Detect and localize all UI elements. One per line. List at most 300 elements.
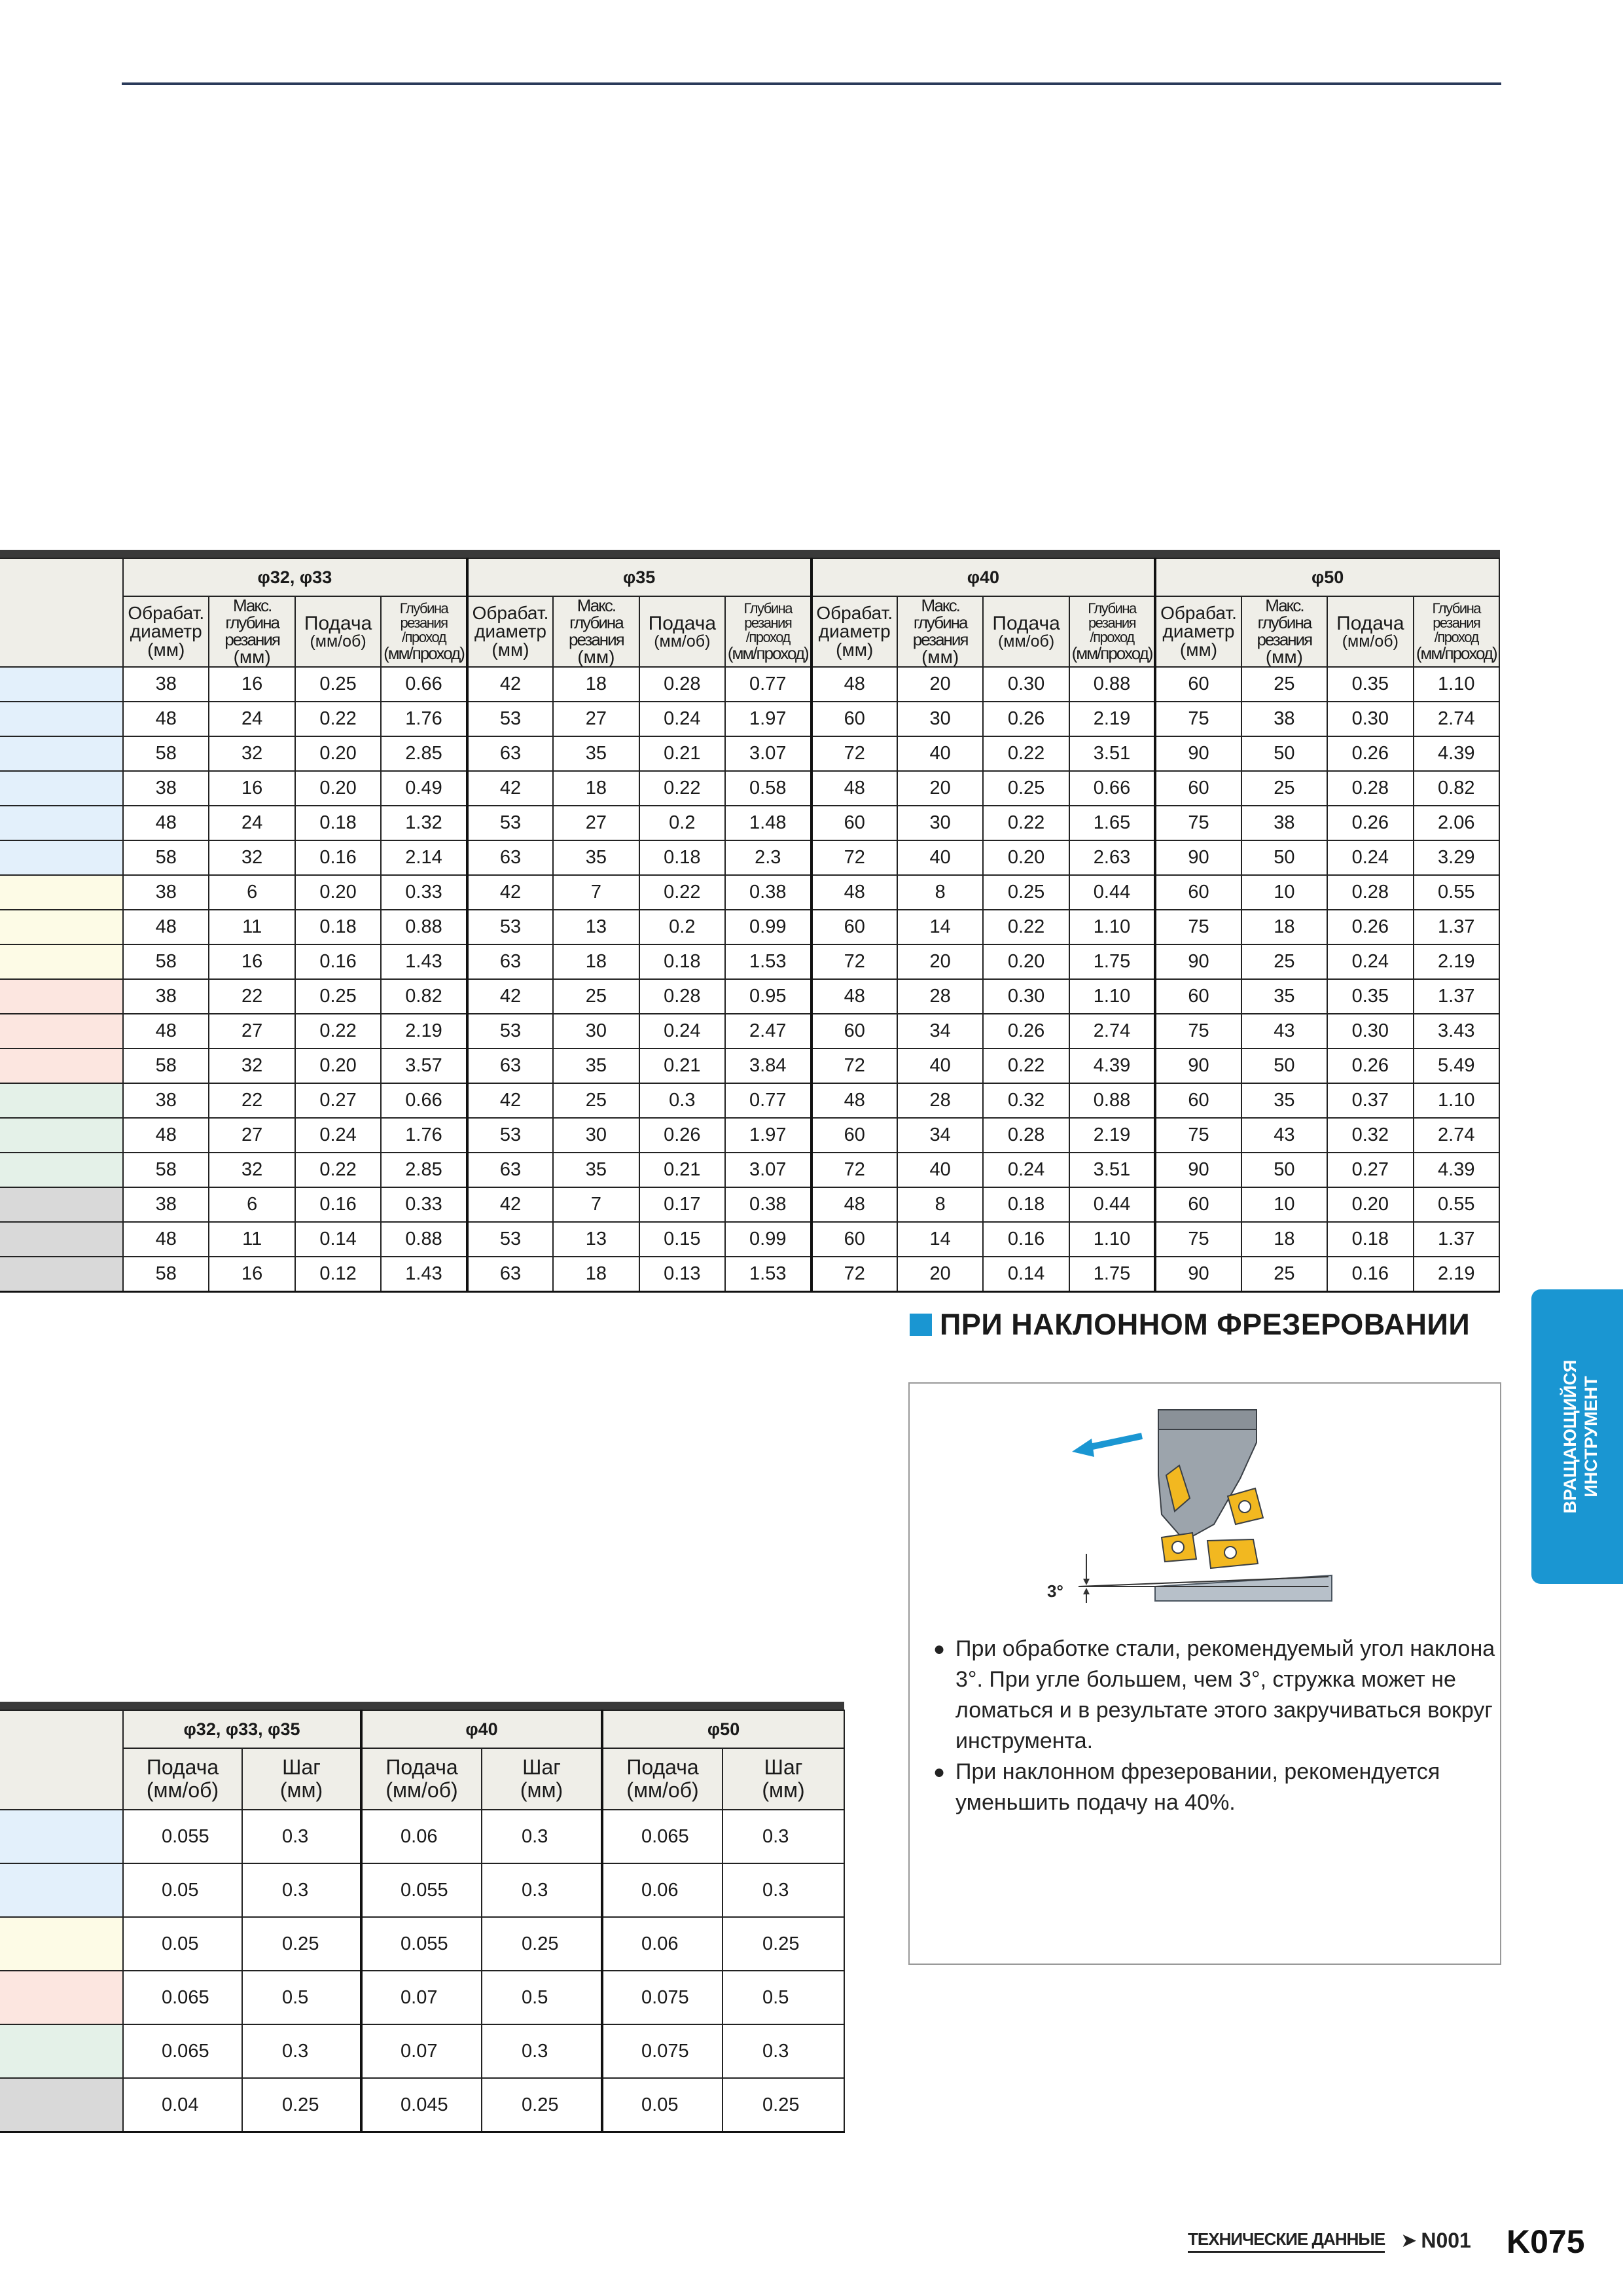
table-cell: 0.24 [1327,944,1413,979]
table-cell: 63 [467,1257,553,1292]
table-cell: 30 [553,1014,639,1049]
column-header-line: Шаг [764,1755,803,1779]
side-tab-label: ВРАЩАЮЩИЙСЯ ИНСТРУМЕНТ [1560,1359,1601,1514]
table-cell: 63 [467,1153,553,1187]
table-cell: 3.29 [1414,840,1499,875]
table-cell: 58 [123,736,209,771]
table-cell: 0.18 [983,1187,1069,1222]
page-number: K075 [1507,2223,1585,2260]
row-label-cell [0,1187,123,1222]
workpiece-shape [1155,1575,1332,1601]
table-cell: 42 [467,875,553,910]
table-cell: 0.25 [242,1917,361,1971]
ramping-title: ПРИ НАКЛОННОМ ФРЕЗЕРОВАНИИ [940,1308,1471,1341]
column-header-line: (мм) [577,647,615,667]
table-cell: 2.19 [1069,702,1155,736]
column-header-line: Глубина резания [743,600,793,631]
table-cell: 0.35 [1327,667,1413,702]
column-header-line: (мм) [762,1778,805,1802]
table-cell: 3.43 [1414,1014,1499,1049]
table-cell: 11 [209,910,294,944]
table-cell: 2.63 [1069,840,1155,875]
table-cell: 35 [553,736,639,771]
table-cell: 2.74 [1414,1118,1499,1153]
table-cell: 0.04 [123,2078,242,2132]
table-cell: 0.30 [983,979,1069,1014]
row-label-cell [0,667,123,702]
table-cell: 13 [553,1222,639,1257]
table-cell: 20 [897,771,983,806]
ramping-diagram [910,1384,1500,1632]
table-cell: 72 [812,1049,897,1083]
ramping-section-heading [910,1308,1470,1342]
table-cell: 1.10 [1414,667,1499,702]
column-header-line: Шаг [282,1755,321,1779]
table-cell: 0.99 [725,1222,811,1257]
table-cell: 53 [467,1222,553,1257]
table-cell: 0.21 [639,1049,725,1083]
column-header-line: Подача [385,1755,458,1779]
column-header [722,1748,844,1810]
column-header [361,1748,482,1810]
table-cell: 2.74 [1414,702,1499,736]
column-header [123,1748,242,1810]
table-cell: 58 [123,840,209,875]
column-header-line: Обрабат. [1160,603,1237,623]
footer-link-label[interactable]: ТЕХНИЧЕСКИЕ ДАННЫЕ [1188,2229,1385,2253]
table-cell: 48 [812,771,897,806]
table-cell: 63 [467,840,553,875]
table-cell: 0.25 [295,979,381,1014]
column-header [1414,596,1499,667]
table-cell: 38 [1241,702,1327,736]
table-cell: 6 [209,1187,294,1222]
column-header-line: (мм/об) [310,632,366,651]
table-cell: 0.07 [361,2024,482,2078]
table-cell: 22 [209,1083,294,1118]
table-row [0,1118,1499,1153]
table-cell: 1.97 [725,1118,811,1153]
table-cell: 35 [553,1049,639,1083]
table-cell: 20 [897,944,983,979]
table-cell: 43 [1241,1118,1327,1153]
table-cell: 0.3 [242,2024,361,2078]
column-header-line: (мм/об) [626,1778,699,1802]
table-cell: 27 [209,1118,294,1153]
table-cell: 38 [123,1187,209,1222]
column-header-line: Шаг [522,1755,561,1779]
table-cell: 42 [467,771,553,806]
column-header-line: резания [912,630,968,649]
column-header-line: диаметр [1162,621,1235,641]
table-cell: 72 [812,840,897,875]
tool-shank-shape [1158,1410,1257,1429]
row-label-cell [0,875,123,910]
table-cell: 0.14 [295,1222,381,1257]
column-header [1069,596,1155,667]
angle-label: 3° [1047,1581,1063,1601]
table-cell: 0.06 [361,1810,482,1863]
table-cell: 0.27 [295,1083,381,1118]
table-cell: 0.44 [1069,875,1155,910]
table-cell: 18 [553,944,639,979]
table-cell: 0.24 [983,1153,1069,1187]
column-header-line: диаметр [474,621,546,641]
row-label-cell [0,979,123,1014]
table-cell: 0.88 [1069,1083,1155,1118]
column-header-line: (мм/проход) [727,643,808,663]
table-cell: 0.075 [602,2024,722,2078]
column-header-line: резания [224,630,279,649]
table-cell: 0.25 [242,2078,361,2132]
table-cell: 1.10 [1069,979,1155,1014]
table-cell: 72 [812,1257,897,1292]
table-row [0,875,1499,910]
table-cell: 0.3 [242,1863,361,1917]
column-header-line: (мм) [491,639,529,660]
table-cell: 53 [467,1118,553,1153]
feed-arrow-icon [1072,1439,1094,1457]
column-header [725,596,811,667]
table-cell: 0.28 [1327,875,1413,910]
section-side-tab[interactable] [1531,1289,1623,1584]
table-cell: 2.19 [381,1014,467,1049]
table-cell: 75 [1155,1222,1241,1257]
table-cell: 0.06 [602,1863,722,1917]
table-row [0,840,1499,875]
table-cell: 0.3 [242,1810,361,1863]
table-cell: 22 [209,979,294,1014]
row-label-cell [0,1863,123,1917]
table-cell: 38 [123,667,209,702]
table-cell: 8 [897,1187,983,1222]
table-cell: 2.74 [1069,1014,1155,1049]
row-label-cell [0,1971,123,2024]
table-cell: 2.85 [381,736,467,771]
table-row [0,736,1499,771]
table-cell: 42 [467,667,553,702]
table-cell: 24 [209,702,294,736]
column-header [1241,596,1327,667]
table-cell: 0.2 [639,806,725,840]
table-row [0,1971,844,2024]
table-cell: 38 [123,771,209,806]
footer-nav [1188,2229,1471,2253]
table-cell: 0.44 [1069,1187,1155,1222]
column-header-line: Глубина резания [1432,600,1481,631]
row-label-cell [0,806,123,840]
column-header-line: Обрабат. [816,603,893,623]
table-cell: 42 [467,1083,553,1118]
table-cell: 25 [553,1083,639,1118]
table-cell: 2.19 [1414,1257,1499,1292]
table-cell: 53 [467,910,553,944]
column-header-line: Подача [648,612,717,634]
table-cell: 0.07 [361,1971,482,2024]
table-cell: 53 [467,1014,553,1049]
table-cell: 42 [467,979,553,1014]
note-text: При наклонном фрезеровании, рекомендуется уменьшить подачу на 40%. [955,1759,1440,1815]
table-cell: 58 [123,1153,209,1187]
table-cell: 58 [123,944,209,979]
table-cell: 3.84 [725,1049,811,1083]
table-cell: 0.3 [482,1810,602,1863]
table-cell: 50 [1241,736,1327,771]
footer-page-ref[interactable]: N001 [1421,2229,1471,2252]
table-cell: 90 [1155,1153,1241,1187]
table-cell: 0.32 [983,1083,1069,1118]
table-cell: 0.66 [381,667,467,702]
table-cell: 1.76 [381,702,467,736]
table-cell: 0.82 [1414,771,1499,806]
table-row [0,667,1499,702]
table-cell: 60 [1155,1187,1241,1222]
table-cell: 48 [123,702,209,736]
group-header-d32-35: φ32, φ33, φ35 [123,1710,361,1748]
table-cell: 1.75 [1069,944,1155,979]
table-cell: 1.53 [725,944,811,979]
table-cell: 0.24 [639,702,725,736]
table-row [0,806,1499,840]
table-cell: 0.2 [639,910,725,944]
bullet-icon: ● [933,1761,946,1783]
table-cell: 0.22 [983,1049,1069,1083]
table-cell: 0.28 [639,667,725,702]
table-cell: 1.65 [1069,806,1155,840]
table-cell: 0.25 [983,875,1069,910]
table-cell: 60 [1155,771,1241,806]
table-cell: 0.045 [361,2078,482,2132]
table-cell: 90 [1155,944,1241,979]
table-cell: 0.20 [983,840,1069,875]
table-cell: 0.05 [123,1917,242,1971]
screw-icon [1172,1541,1184,1553]
table-cell: 0.26 [1327,1049,1413,1083]
table-cell: 0.25 [722,2078,844,2132]
table-cell: 0.22 [983,806,1069,840]
column-header-line: Подача [146,1755,219,1779]
table-row [0,1863,844,1917]
table-cell: 14 [897,1222,983,1257]
table-row [0,1014,1499,1049]
table-cell: 25 [553,979,639,1014]
table-cell: 1.76 [381,1118,467,1153]
group-header-d40: φ40 [812,558,1156,596]
column-header-line: (мм/об) [385,1778,458,1802]
ramping-conditions-table [0,1702,844,2133]
table-cell: 3.57 [381,1049,467,1083]
table-cell: 30 [897,702,983,736]
table-cell: 25 [1241,1257,1327,1292]
column-header [983,596,1069,667]
table-cell: 0.25 [482,1917,602,1971]
table-cell: 0.26 [1327,806,1413,840]
table-cell: 48 [812,1083,897,1118]
table-cell: 2.85 [381,1153,467,1187]
column-header [295,596,381,667]
screw-icon [1239,1501,1251,1513]
table-cell: 0.21 [639,736,725,771]
table-cell: 1.32 [381,806,467,840]
table-cell: 0.5 [482,1971,602,2024]
row-label-cell [0,1083,123,1118]
table-cell: 60 [1155,979,1241,1014]
table-cell: 63 [467,736,553,771]
table-cell: 16 [209,944,294,979]
table-cell: 0.22 [983,910,1069,944]
table-cell: 5.49 [1414,1049,1499,1083]
table-cell: 32 [209,736,294,771]
cutting-conditions-table [0,550,1500,1293]
ramping-notes [933,1634,1496,1818]
table-cell: 0.25 [295,667,381,702]
table-cell: 38 [1241,806,1327,840]
table-cell: 4.39 [1414,1153,1499,1187]
table-cell: 0.26 [983,702,1069,736]
table-cell: 0.5 [722,1971,844,2024]
table-row [0,1187,1499,1222]
table-cell: 25 [1241,771,1327,806]
row-label-cell [0,910,123,944]
table-cell: 16 [209,771,294,806]
table-cell: 18 [553,1257,639,1292]
table-cell: 43 [1241,1014,1327,1049]
table-cell: 3.51 [1069,736,1155,771]
table-cell: 75 [1155,702,1241,736]
table-cell: 1.48 [725,806,811,840]
table-cell: 2.19 [1414,944,1499,979]
group-header-d32: φ32, φ33 [123,558,467,596]
table-cell: 0.26 [983,1014,1069,1049]
table-cell: 0.22 [295,702,381,736]
table-cell: 0.88 [381,1222,467,1257]
table-cell: 0.17 [639,1187,725,1222]
table-cell: 18 [1241,1222,1327,1257]
column-header-line: (мм) [836,639,874,660]
table-cell: 0.18 [1327,1222,1413,1257]
column-header [482,1748,602,1810]
arrow-right-icon: ➤ [1400,2230,1418,2251]
feed-arrow-line [1086,1436,1142,1448]
table-cell: 4.39 [1069,1049,1155,1083]
table-cell: 34 [897,1014,983,1049]
table-row [0,1049,1499,1083]
column-header-line: Подача [992,612,1060,634]
table-cell: 0.3 [722,2024,844,2078]
table-cell: 72 [812,1153,897,1187]
column-header-line: диаметр [818,621,891,641]
column-header-line: (мм) [1265,647,1303,667]
table-cell: 27 [553,702,639,736]
table-cell: 0.075 [602,1971,722,2024]
angle-arrow-icon [1083,1579,1090,1585]
table-cell: 0.16 [295,1187,381,1222]
table-cell: 0.28 [983,1118,1069,1153]
table-cell: 0.55 [1414,875,1499,910]
table-top-bar [0,550,1500,558]
table-cell: 0.16 [983,1222,1069,1257]
table-cell: 63 [467,944,553,979]
table-cell: 0.24 [639,1014,725,1049]
note-item [933,1757,1496,1818]
table-cell: 53 [467,702,553,736]
table-cell: 0.33 [381,875,467,910]
table-cell: 0.58 [725,771,811,806]
table-cell: 3.07 [725,1153,811,1187]
table-cell: 0.24 [295,1118,381,1153]
column-header-line: Макс. глубина [225,596,279,632]
table-cell: 0.99 [725,910,811,944]
column-header [1327,596,1413,667]
table-cell: 48 [123,1118,209,1153]
column-header-line: /проход [745,629,790,645]
row-label-cell [0,771,123,806]
column-header [812,596,897,667]
column-header-line: диаметр [130,621,202,641]
table-cell: 1.97 [725,702,811,736]
table-cell: 1.10 [1414,1083,1499,1118]
table-cell: 30 [897,806,983,840]
table-cell: 32 [209,1049,294,1083]
table-cell: 27 [553,806,639,840]
table-cell: 0.32 [1327,1118,1413,1153]
table-cell: 0.35 [1327,979,1413,1014]
table-cell: 0.38 [725,875,811,910]
table-cell: 0.3 [482,2024,602,2078]
column-header-line: Глубина резания [1088,600,1136,631]
table-cell: 2.06 [1414,806,1499,840]
table-cell: 10 [1241,875,1327,910]
table-cell: 0.66 [381,1083,467,1118]
column-header-line: Обрабат. [472,603,549,623]
table-cell: 40 [897,1153,983,1187]
table-cell: 0.22 [639,875,725,910]
table-cell: 28 [897,1083,983,1118]
table-cell: 38 [123,875,209,910]
column-header [467,596,553,667]
table-cell: 1.75 [1069,1257,1155,1292]
table-cell: 90 [1155,1257,1241,1292]
table-cell: 13 [553,910,639,944]
column-header-line: (мм/об) [997,632,1055,651]
table-cell: 3.07 [725,736,811,771]
table-top-bar [0,1702,844,1710]
row-label-cell [0,1118,123,1153]
column-header-line: (мм/об) [1342,632,1399,651]
table-cell: 0.06 [602,1917,722,1971]
table-cell: 60 [1155,1083,1241,1118]
row-label-cell [0,1014,123,1049]
table-cell: 35 [553,1153,639,1187]
table-cell: 0.66 [1069,771,1155,806]
table-cell: 0.3 [639,1083,725,1118]
table-cell: 72 [812,944,897,979]
row-label-cell [0,944,123,979]
column-header-line: (мм/об) [654,632,711,651]
table-cell: 0.05 [123,1863,242,1917]
table-cell: 28 [897,979,983,1014]
table-cell: 40 [897,840,983,875]
table-cell: 0.20 [295,736,381,771]
row-label-cell [0,1049,123,1083]
table-cell: 0.55 [1414,1187,1499,1222]
table-cell: 0.26 [1327,736,1413,771]
table-cell: 35 [553,840,639,875]
table-cell: 48 [812,1187,897,1222]
table-cell: 7 [553,1187,639,1222]
table-cell: 0.065 [123,2024,242,2078]
table-cell: 35 [1241,979,1327,1014]
